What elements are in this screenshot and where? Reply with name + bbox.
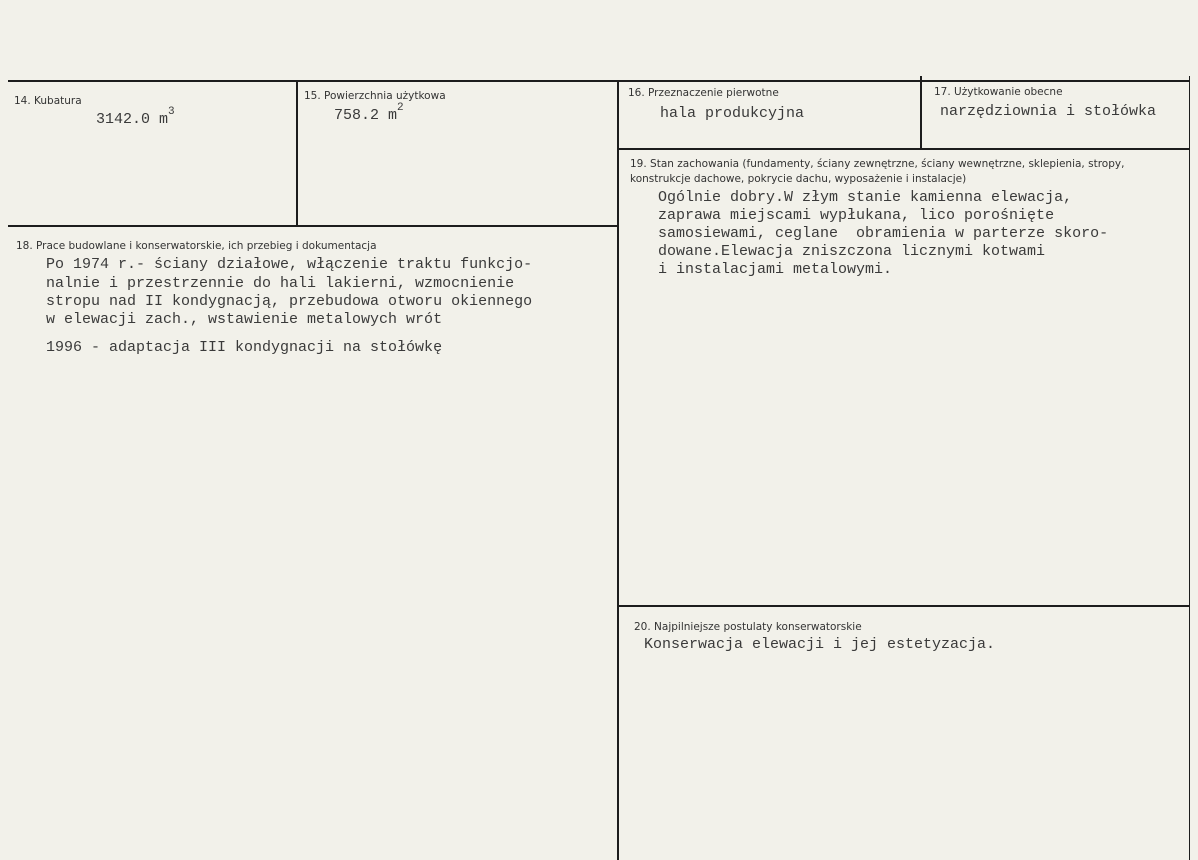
field-18-line-3: stropu nad II kondygnacją, przebudowa otworu okiennego (46, 293, 533, 310)
field-19-line-4: dowane.Elewacja zniszczona licznymi kotwami (658, 243, 1046, 260)
field-14-number: 3142.0 m (96, 111, 169, 128)
field-15-number: 758.2 m (334, 107, 398, 124)
field-18-line-2: nalnie i przestrzennie do hali lakierni, wzmocnienie (46, 275, 515, 292)
field-19-line-3: samosiewami, ceglane obramienia w parterze skoro- (658, 225, 1109, 242)
field-20-label: 20. Najpilniejsze postulaty konserwatorskie (634, 621, 862, 633)
field-19-line-2: zaprawa miejscami wypłukana, lico porośnięte (658, 207, 1055, 224)
field-15-value (334, 102, 404, 127)
divider-16-17 (920, 76, 922, 149)
field-17-value: narzędziownia i stołówka (940, 103, 1157, 120)
field-15-exponent: 2 (397, 102, 404, 114)
field-17-label: 17. Użytkowanie obecne (934, 86, 1063, 98)
field-15-label: 15. Powierzchnia użytkowa (304, 90, 446, 102)
field-16-label: 16. Przeznaczenie pierwotne (628, 87, 779, 99)
field-18-line-4: w elewacji zach., wstawienie metalowych wrót (46, 311, 443, 328)
divider-14-15 (296, 82, 298, 227)
field-18-label: 18. Prace budowlane i konserwatorskie, ich przebieg i dokumentacja (16, 240, 377, 252)
field-18-line-1: Po 1974 r.- ściany działowe, włączenie traktu funkcjo- (46, 256, 533, 273)
field-19-label: 19. Stan zachowania (fundamenty, ściany zewnętrzne, ściany wewnętrzne, sklepienia, stropy, konstrukcje dachowe, pokrycie dachu, wyposażenie i instalacje) (630, 158, 1125, 185)
rule-above-20 (618, 605, 1190, 607)
field-14-label: 14. Kubatura (14, 95, 82, 107)
field-19-line-1: Ogólnie dobry.W złym stanie kamienna elewacja, (658, 189, 1073, 206)
field-19-line-5: i instalacjami metalowymi. (658, 261, 893, 278)
rule-under-16-17 (618, 148, 1190, 150)
field-18-line-5: 1996 - adaptacja III kondygnacji na stołówkę (46, 339, 443, 356)
field-14-exponent: 3 (168, 106, 175, 118)
field-16-value: hala produkcyjna (660, 105, 805, 122)
field-14-value (96, 106, 175, 131)
top-rule (8, 80, 1190, 82)
rule-under-14-15 (8, 225, 618, 227)
field-20-value: Konserwacja elewacji i jej estetyzacja. (644, 636, 996, 653)
right-edge (1189, 76, 1190, 860)
divider-center (617, 80, 619, 860)
